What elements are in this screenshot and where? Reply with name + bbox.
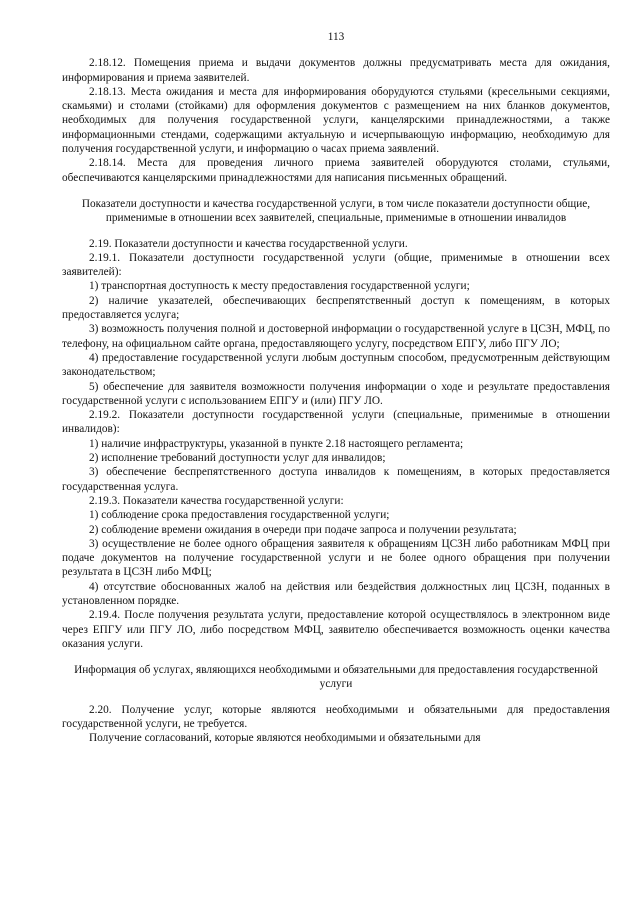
paragraph-2-18-13: 2.18.13. Места ожидания и места для информирования оборудуются стульями (кресельными секциями, скамьями) и столами (стойками) для оформления документов с размещением на них бланков документов, необходимых для получения государственной услуги, канцелярскими принадлежностями, а также информационными стендами, содержащими актуальную и исчерпывающую информацию, необходимую для получения государственной услуги, и информацию о часах приема заявлений.	[62, 85, 610, 156]
list-item: 3) возможность получения полной и достоверной информации о государственной услуге в ЦСЗН, МФЦ, по телефону, на официальном сайте органа, предоставляющего услугу, посредством ЕПГУ, либо ПГУ ЛО;	[62, 323, 610, 350]
paragraph-2-19-1: 2.19.1. Показатели доступности государственной услуги (общие, применимые в отношении всех заявителей):	[62, 251, 610, 279]
paragraph-2-19-2: 2.19.2. Показатели доступности государственной услуги (специальные, применимые в отношении инвалидов):	[62, 409, 610, 436]
list-item: 1) транспортная доступность к месту предоставления государственной услуги;	[89, 280, 470, 293]
paragraph-2-19: 2.19. Показатели доступности и качества государственной услуги.	[89, 237, 408, 250]
section-heading-required-services: Информация об услугах, являющихся необходимыми и обязательными для предоставления государственной услуги	[74, 664, 598, 691]
list-item: 4) предоставление государственной услуги любым доступным способом, предусмотренным действующим законодательством;	[62, 351, 610, 379]
paragraph-2-19-4: 2.19.4. После получения результата услуги, предоставление которой осуществлялось в электронном виде через ЕПГУ или ПГУ ЛО, либо посредством МФЦ, заявителю обеспечивается возможность оценки качества оказания услуги.	[62, 609, 610, 650]
paragraph-2-18-14: 2.18.14. Места для проведения личного приема заявителей оборудуются столами, стульями, обеспечиваются канцелярскими принадлежностями для написания письменных обращений.	[62, 157, 610, 184]
page-number: 113	[327, 31, 345, 43]
paragraph-approvals: Получение согласований, которые являются необходимыми и обязательными для	[89, 732, 481, 745]
paragraph-2-19-3: 2.19.3. Показатели качества государственной услуги:	[89, 494, 344, 507]
list-item: 3) осуществление не более одного обращения заявителя к обращениям ЦСЗН либо работникам МФЦ при подаче документов на получение государственной услуги и не более одного обращения при получении результата в ЦСЗН либо МФЦ;	[62, 537, 610, 579]
list-item: 2) наличие указателей, обеспечивающих беспрепятственный доступ к помещениям, в которых предоставляется услуга;	[62, 294, 610, 322]
paragraph-2-18-12: 2.18.12. Помещения приема и выдачи документов должны предусматривать места для ожидания, информирования и приема заявителей.	[62, 57, 610, 84]
section-heading-accessibility: Показатели доступности и качества государственной услуги, в том числе показатели доступности общие, применимые в отношении всех заявителей, специальные, применимые в отношении инвалидов	[81, 197, 591, 225]
document-page	[62, 30, 610, 746]
list-item: 4) отсутствие обоснованных жалоб на действия или бездействия должностных лиц ЦСЗН, поданных в установленном порядке.	[62, 580, 610, 607]
list-item: 5) обеспечение для заявителя возможности получения информации о ходе и результате предоставления государственной услуги с использованием ЕПГУ и (или) ПГУ ЛО.	[62, 380, 610, 407]
list-item: 1) наличие инфраструктуры, указанной в пункте 2.18 настоящего регламента;	[89, 437, 464, 450]
list-item: 3) обеспечение беспрепятственного доступа инвалидов к помещениям, в которых предоставляется государственная услуга.	[62, 466, 610, 493]
list-item: 1) соблюдение срока предоставления государственной услуги;	[89, 509, 390, 522]
list-item: 2) исполнение требований доступности услуг для инвалидов;	[89, 452, 386, 465]
paragraph-2-20: 2.20. Получение услуг, которые являются необходимыми и обязательными для предоставления государственной услуги, не требуется.	[62, 703, 610, 731]
list-item: 2) соблюдение времени ожидания в очереди при подаче запроса и получении результата;	[89, 523, 517, 536]
